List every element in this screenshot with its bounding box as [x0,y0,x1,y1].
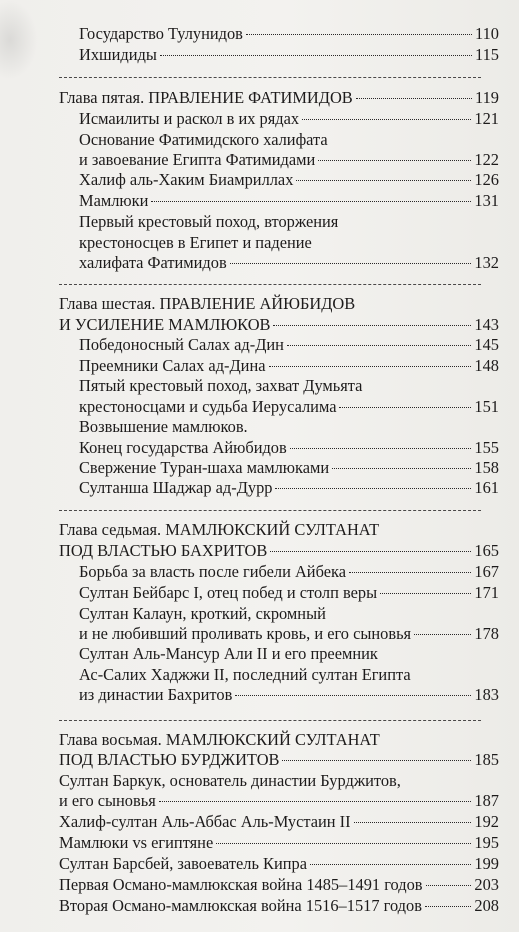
dot-leader [414,634,471,635]
toc-entry-label: Борьба за власть после гибели Айбека [79,562,346,581]
toc-chapter-7-line1[interactable] [59,519,379,540]
toc-entry-fatimid-founding-line1[interactable] [79,129,328,150]
toc-page-number: 126 [474,170,499,189]
dot-leader [318,160,471,161]
chapter-title: ПОД ВЛАСТЬЮ БАХРИТОВ [59,541,268,560]
dot-leader [354,822,472,823]
toc-entry-label: Халиф-султан Аль-Аббас Аль-Мустаин II [59,812,351,831]
toc-page-number: 171 [474,583,499,602]
toc-entry-first-crusade[interactable] [79,252,499,273]
toc-page-number: 183 [474,685,499,704]
toc-entry-baybars[interactable] [79,582,499,603]
toc-entry-mamluks-vs-egyptians[interactable] [59,832,499,853]
toc-chapter-6[interactable] [59,314,499,335]
toc-entry-first-ottoman-mamluk-war[interactable] [59,874,499,895]
dot-leader [290,448,472,449]
toc-page-number: 208 [474,896,499,915]
toc-entry-al-mansur-line2[interactable] [79,664,411,685]
dot-leader [270,551,471,552]
toc-entry-label: Преемники Салах ад-Дина [79,356,266,375]
toc-entry-label: Первая Османо-мамлюкская война 1485–1491 годов [59,875,423,894]
dot-leader [310,864,471,865]
dot-leader [426,885,472,886]
toc-entry-barquq-line1[interactable] [59,770,401,791]
dot-leader [287,345,471,346]
dot-leader [151,201,471,202]
toc-entry-label: Ихшидиды [79,45,157,64]
toc-entry-qalawun-line1[interactable] [79,603,326,624]
toc-chapter-7[interactable] [59,540,499,561]
toc-entry-label: Мамлюки [79,191,149,210]
dot-leader [269,366,472,367]
toc-entry-label: и его сыновья [59,791,156,810]
toc-page-number: 119 [475,88,499,107]
toc-entry-label: крестоносцами и судьба Иерусалима [79,397,337,416]
toc-entry-rise-of-mamluks[interactable] [79,416,248,437]
toc-entry-label: Ас-Салих Хаджжи II, последний султан Египта [79,665,411,684]
toc-page-number: 192 [474,812,499,831]
toc-page-number: 178 [474,624,499,643]
toc-entry-label: Султан Аль-Мансур Али II и его преемник [79,644,378,663]
toc-entry-fifth-crusade-line1[interactable] [79,375,362,396]
toc-entry-al-mansur[interactable] [79,684,499,705]
toc-entry-first-crusade-line2[interactable] [79,232,312,253]
toc-page-number: 185 [474,750,499,769]
section-divider [59,284,481,285]
dot-leader [302,119,471,120]
toc-entry-label: Султан Калаун, кроткий, скромный [79,604,326,623]
toc-entry-shajar-al-durr[interactable] [79,477,499,498]
toc-entry-label: Халиф аль-Хаким Биамриллах [79,170,294,189]
toc-entry-first-crusade-line1[interactable] [79,211,338,232]
dot-leader [380,593,471,594]
toc-page-number: 148 [474,356,499,375]
dot-leader [425,906,471,907]
dot-leader [282,760,471,761]
toc-entry-ikhshidids[interactable] [79,44,499,65]
toc-entry-label: Государство Тулунидов [79,24,243,43]
toc-page-number: 122 [474,150,499,169]
toc-entry-ismailis[interactable] [79,108,499,129]
toc-entry-label: Первый крестовый поход, вторжения [79,212,339,231]
toc-entry-fatimid-founding[interactable] [79,149,499,170]
toc-entry-barsbay[interactable] [59,853,499,874]
toc-entry-label: халифата Фатимидов [79,253,227,272]
chapter-title: И УСИЛЕНИЕ МАМЛЮКОВ [59,315,271,334]
page-edge-shadow [0,0,38,80]
toc-page-number: 155 [474,438,499,457]
toc-page-number: 161 [474,478,499,497]
chapter-title: Глава седьмая. МАМЛЮКСКИЙ СУЛТАНАТ [59,520,380,539]
chapter-title: ПОД ВЛАСТЬЮ БУРДЖИТОВ [59,750,280,769]
toc-entry-power-struggle[interactable] [79,561,499,582]
dot-leader [273,325,471,326]
toc-page-number: 145 [474,335,499,354]
toc-page-number: 199 [474,854,499,873]
toc-page-number: 131 [474,191,499,210]
toc-entry-label: из династии Бахритов [79,685,233,704]
toc-entry-label: Вторая Османо-мамлюкская война 1516–1517 годов [59,896,422,915]
toc-entry-label: Свержение Туран-шаха мамлюками [79,458,330,477]
toc-entry-saladin[interactable] [79,334,499,355]
toc-entry-label: Пятый крестовый поход, захват Думьята [79,376,363,395]
toc-entry-label: и не любивший проливать кровь, и его сыновья [79,624,412,643]
toc-page-number: 203 [474,875,499,894]
toc-chapter-8[interactable] [59,749,499,770]
toc-entry-label: Победоносный Салах ад-Дин [79,335,284,354]
toc-page-number: 121 [474,109,499,128]
toc-entry-end-of-ayyubids[interactable] [79,437,499,458]
section-divider [59,720,481,721]
toc-entry-label: Султанша Шаджар ад-Дурр [79,478,273,497]
toc-page-number: 158 [474,458,499,477]
toc-entry-barquq[interactable] [59,790,499,811]
toc-entry-tulunids[interactable] [79,23,499,44]
toc-entry-label: Исмаилиты и раскол в их рядах [79,109,300,128]
dot-leader [159,801,472,802]
section-divider [59,77,481,78]
toc-page-number: 195 [474,833,499,852]
toc-entry-turan-shah[interactable] [79,457,499,478]
toc-entry-al-mustain[interactable] [59,811,499,832]
toc-page-number: 143 [474,315,499,334]
toc-entry-label: Султан Бейбарс I, отец побед и столп веры [79,583,378,602]
chapter-title: Глава восьмая. МАМЛЮКСКИЙ СУЛТАНАТ [59,730,380,749]
toc-entry-label: Султан Баркук, основатель династии Бурджитов, [59,771,401,790]
toc-entry-al-hakim[interactable] [79,169,499,190]
toc-page-number: 132 [474,253,499,272]
dot-leader [339,407,471,408]
toc-entry-qalawun[interactable] [79,623,499,644]
toc-entry-label: и завоевание Египта Фатимидами [79,150,316,169]
toc-entry-mamluks[interactable] [79,190,499,211]
toc-entry-label: Основание Фатимидского халифата [79,130,328,149]
dot-leader [246,34,472,35]
toc-entry-fifth-crusade[interactable] [79,396,499,417]
toc-chapter-5[interactable] [59,87,499,108]
toc-page-number: 110 [475,24,499,43]
toc-chapter-6-line1[interactable] [59,293,355,314]
toc-page-number: 165 [474,541,499,560]
toc-entry-label: Конец государства Айюбидов [79,438,287,457]
dot-leader [349,572,471,573]
dot-leader [235,695,471,696]
dot-leader [356,98,472,99]
toc-entry-saladin-successors[interactable] [79,355,499,376]
dot-leader [332,468,471,469]
chapter-title: Глава пятая. ПРАВЛЕНИЕ ФАТИМИДОВ [59,88,353,107]
toc-entry-al-mansur-line1[interactable] [79,643,378,664]
toc-entry-label: Султан Барсбей, завоеватель Кипра [59,854,307,873]
chapter-title: Глава шестая. ПРАВЛЕНИЕ АЙЮБИДОВ [59,294,356,313]
section-divider [59,510,481,511]
toc-entry-label: крестоносцев в Египет и падение [79,233,312,252]
toc-entry-label: Мамлюки vs египтяне [59,833,214,852]
dot-leader [275,488,471,489]
toc-entry-second-ottoman-mamluk-war[interactable] [59,895,499,916]
toc-page-number: 151 [474,397,499,416]
toc-page-number: 167 [474,562,499,581]
toc-chapter-8-line1[interactable] [59,729,380,750]
toc-page-number: 115 [475,45,499,64]
dot-leader [230,263,472,264]
toc-page-number: 187 [474,791,499,810]
dot-leader [296,180,471,181]
dot-leader [216,843,471,844]
dot-leader [160,55,472,56]
toc-entry-label: Возвышение мамлюков. [79,417,248,436]
